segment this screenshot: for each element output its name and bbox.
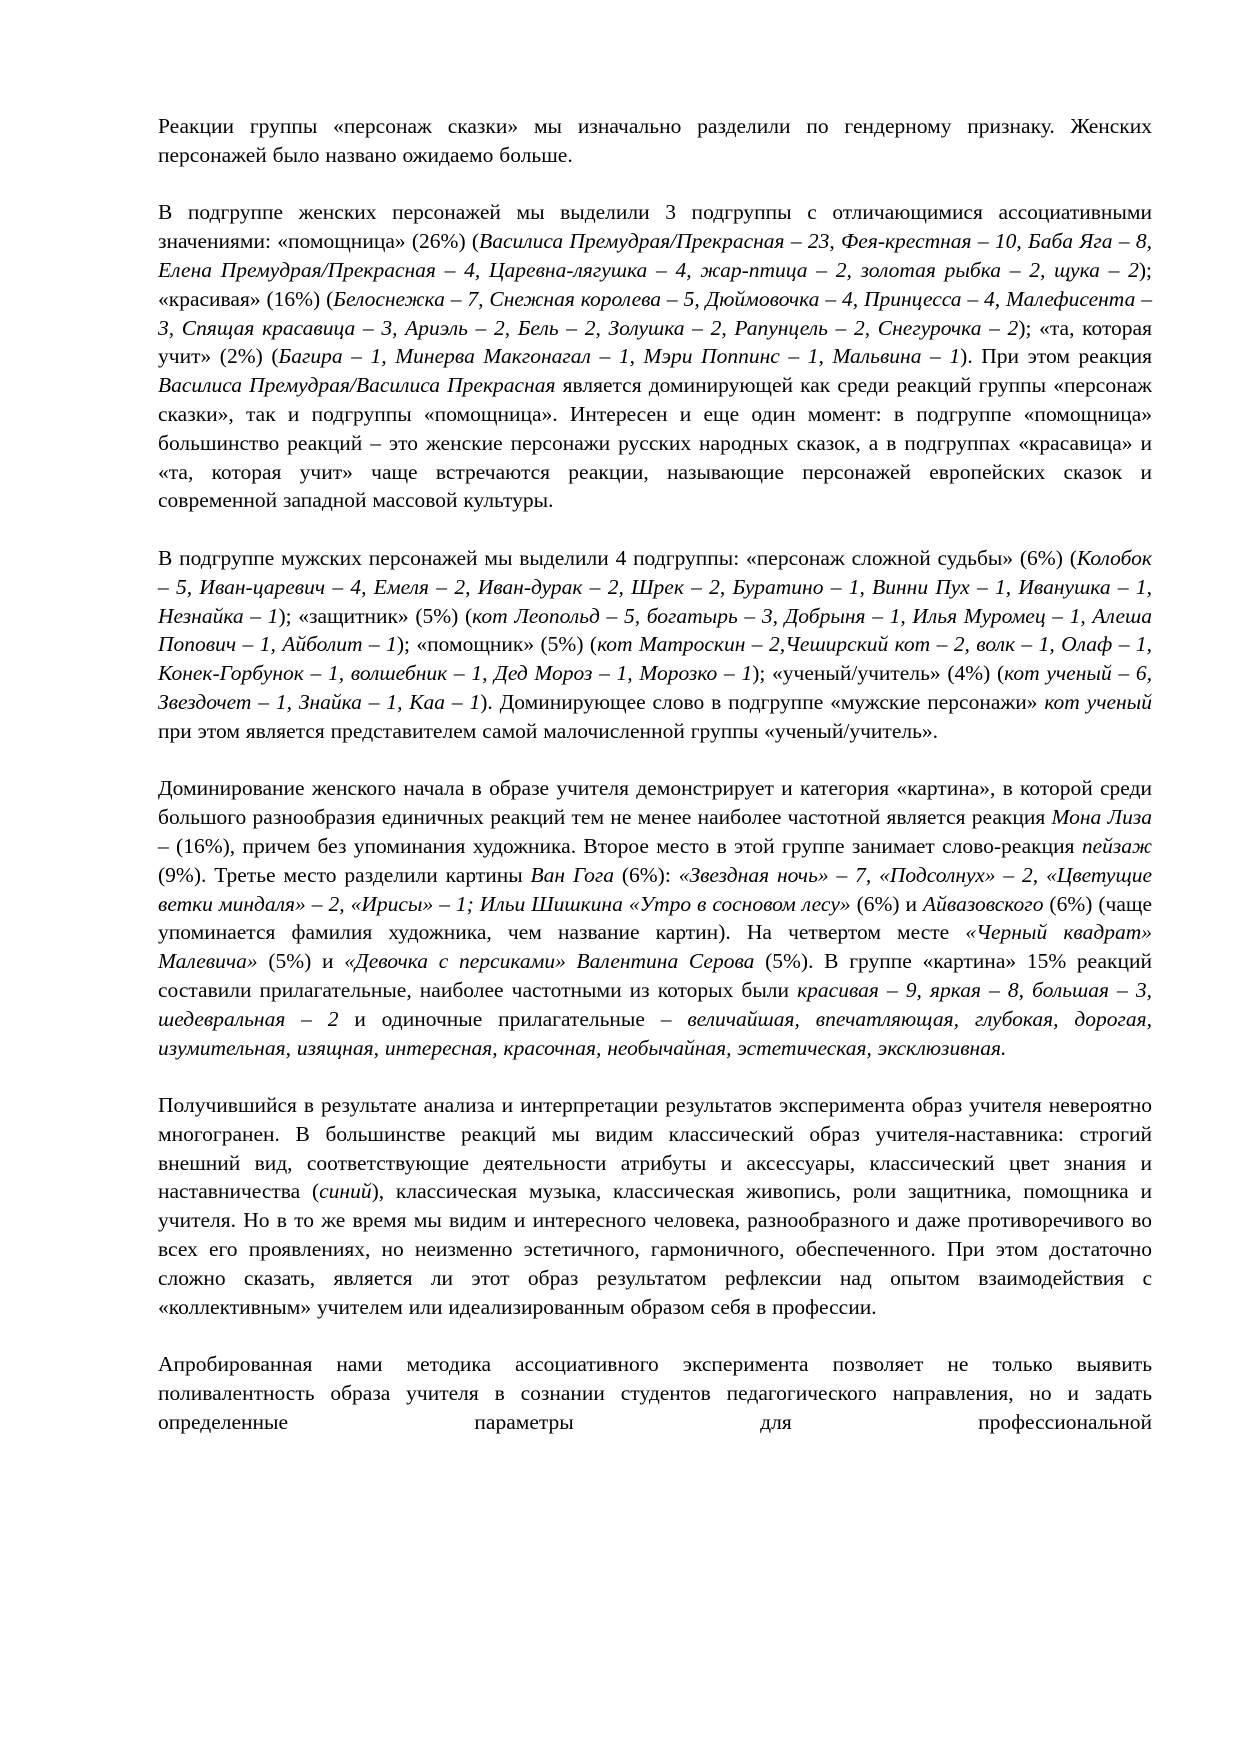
text-run: Айвазовского xyxy=(923,891,1044,916)
text-run: ); «ученый/учитель» (4%) ( xyxy=(752,661,1005,686)
text-run: ). При этом реакция xyxy=(960,344,1152,369)
text-run: (6%) (чаще упоминается фамилия художника, чем название картин). На четвертом месте xyxy=(158,891,1152,945)
text-run: Мона Лиза xyxy=(1051,805,1152,830)
text-run: (5%) и xyxy=(257,949,345,974)
text-run: «Черный квадрат» Малевича» xyxy=(158,920,1152,974)
text-run: ), классическая музыка, классическая живопись, роли защитника, помощника и учителя. Но в то же время мы видим и интересного человека, разнообразного и даже противоречивого во всех его проявлениях, но неизменно эстетичного, гармоничного, обеспеченного. При этом достаточно сложно сказать, является ли этот образ результатом рефлексии над опытом взаимодействия с «коллективным» учителем или идеализированным образом себя в профессии. xyxy=(158,1179,1152,1319)
text-run: кот ученый xyxy=(1044,689,1152,714)
text-run: Колобок – 5, Иван-царевич – 4, Емеля – 2, Иван-дурак – 2, Шрек – 2, Буратино – 1, Винни Пух – 1, Иванушка – 1, Незнайка – 1 xyxy=(158,545,1152,628)
text-run: (9%). Третье место разделили картины xyxy=(158,862,531,887)
text-run: «Девочка с персиками» Валентина Серова xyxy=(344,949,755,974)
text-run: «Звездная ночь» – 7, «Подсолнух» – 2, «Цветущие ветки миндаля» – 2, «Ирисы» – 1; Ильи Шишкина «Утро в сосновом лесу» xyxy=(158,862,1152,916)
text-run: (6%): xyxy=(613,862,679,887)
text-run: – (16%), причем без упоминания художника. Второе место в этой группе занимает слово-реакция xyxy=(158,833,1082,858)
text-run: ); «защитник» (5%) ( xyxy=(278,603,473,628)
text-run: Ван Гога xyxy=(530,862,614,887)
text-run: Василиса Премудрая/Василиса Прекрасная xyxy=(158,373,556,398)
paragraph-teacher-image-summary xyxy=(158,1091,1152,1321)
text-run: В подгруппе мужских персонажей мы выделили 4 подгруппы: «персонаж сложной судьбы» (6%) ( xyxy=(158,545,1077,570)
paragraph-picture-category xyxy=(158,774,1152,1062)
text-run: Василиса Премудрая/Прекрасная – 23, Фея-крестная – 10, Баба Яга – 8, Елена Премудрая/Прекрасная – 4, Царевна-лягушка – 4, жар-птица – 2, золотая рыбка – 2, щука – 2 xyxy=(158,229,1152,282)
text-run: и одиночные прилагательные – xyxy=(338,1006,688,1031)
paragraph-male-subgroups xyxy=(158,544,1152,746)
text-run: Получившийся в результате анализа и интерпретации результатов эксперимента образ учителя невероятно многогранен. В большинстве реакций мы видим классический образ учителя-наставника: строгий внешний вид, соответствующие деятельности атрибуты и аксессуары, классический цвет знания и наставничества ( xyxy=(158,1093,1152,1204)
text-run: Реакции группы «персонаж сказки» мы изначально разделили по гендерному признаку. Женских персонажей было названо ожидаемо больше. xyxy=(158,114,1152,167)
text-run: ); «красивая» (16%) ( xyxy=(158,257,1152,311)
text-run: кот Леопольд – 5, богатырь – 3, Добрыня – 1, Илья Муромец – 1, Алеша Попович – 1, Айболит – 1 xyxy=(158,603,1152,657)
paragraph-gender-split xyxy=(158,112,1152,170)
text-run: (5%). В группе «картина» 15% реакций составили прилагательные, наиболее частотными из которых были xyxy=(158,949,1152,1002)
text-run: синий xyxy=(319,1179,372,1204)
text-run: Доминирование женского начала в образе учителя демонстрирует и категория «картина», в которой среди большого разнообразия единичных реакций тем не менее наиболее частотной является реакция xyxy=(158,776,1152,830)
text-run: ); «та, которая учит» (2%) ( xyxy=(158,315,1152,369)
text-run: красивая – 9, яркая – 8, большая – 3, шедевральная – 2 xyxy=(158,977,1153,1031)
text-run: (6%) и xyxy=(850,891,924,916)
text-run: ); «помощник» (5%) ( xyxy=(396,632,598,657)
text-run: Белоснежка – 7, Снежная королева – 5, Дюймовочка – 4, Принцесса – 4, Малефисента – 3, Спящая красавица – 3, Ариэль – 2, Бель – 2, Золушка – 2, Рапунцель – 2, Снегурочка – 2 xyxy=(158,286,1152,340)
text-run: ). Доминирующее слово в подгруппе «мужские персонажи» xyxy=(480,689,1045,714)
text-run: Апробированная нами методика ассоциативного эксперимента позволяет не только выявить поливалентность образа учителя в сознании студентов педагогического направления, но и задать определенные параметры для профессиональной xyxy=(158,1352,1152,1434)
text-run: кот Матроскин – 2,Чеширский кот – 2, волк – 1, Олаф – 1, Конек-Горбунок – 1, волшебник – 1, Дед Мороз – 1, Морозко – 1 xyxy=(158,632,1152,686)
paragraph-female-subgroups xyxy=(158,198,1152,515)
text-run: Багира – 1, Минерва Макгонагал – 1, Мэри Поппинс – 1, Мальвина – 1 xyxy=(278,344,961,369)
text-run: пейзаж xyxy=(1081,833,1152,858)
text-run: В подгруппе женских персонажей мы выделили 3 подгруппы с отличающимися ассоциативными значениями: «помощница» (26%) ( xyxy=(158,200,1152,254)
text-run: величайшая, впечатляющая, глубокая, дорогая, изумительная, изящная, интересная, красочная, необычайная, эстетическая, эксклюзивная. xyxy=(158,1006,1152,1060)
text-run: является доминирующей как среди реакций группы «персонаж сказки», так и подгруппы «помощница». Интересен и еще один момент: в подгруппе «помощница» большинство реакций – это женские персонажи русских народных сказок, а в подгруппах «красавица» и «та, которая учит» чаще встречаются реакции, называющие персонажей европейских сказок и современной западной массовой культуры. xyxy=(158,373,1152,513)
paragraph-methodology xyxy=(158,1350,1152,1436)
text-run: при этом является представителем самой малочисленной группы «ученый/учитель». xyxy=(158,718,939,743)
text-run: кот ученый – 6, Звездочет – 1, Знайка – 1, Каа – 1 xyxy=(158,661,1152,714)
